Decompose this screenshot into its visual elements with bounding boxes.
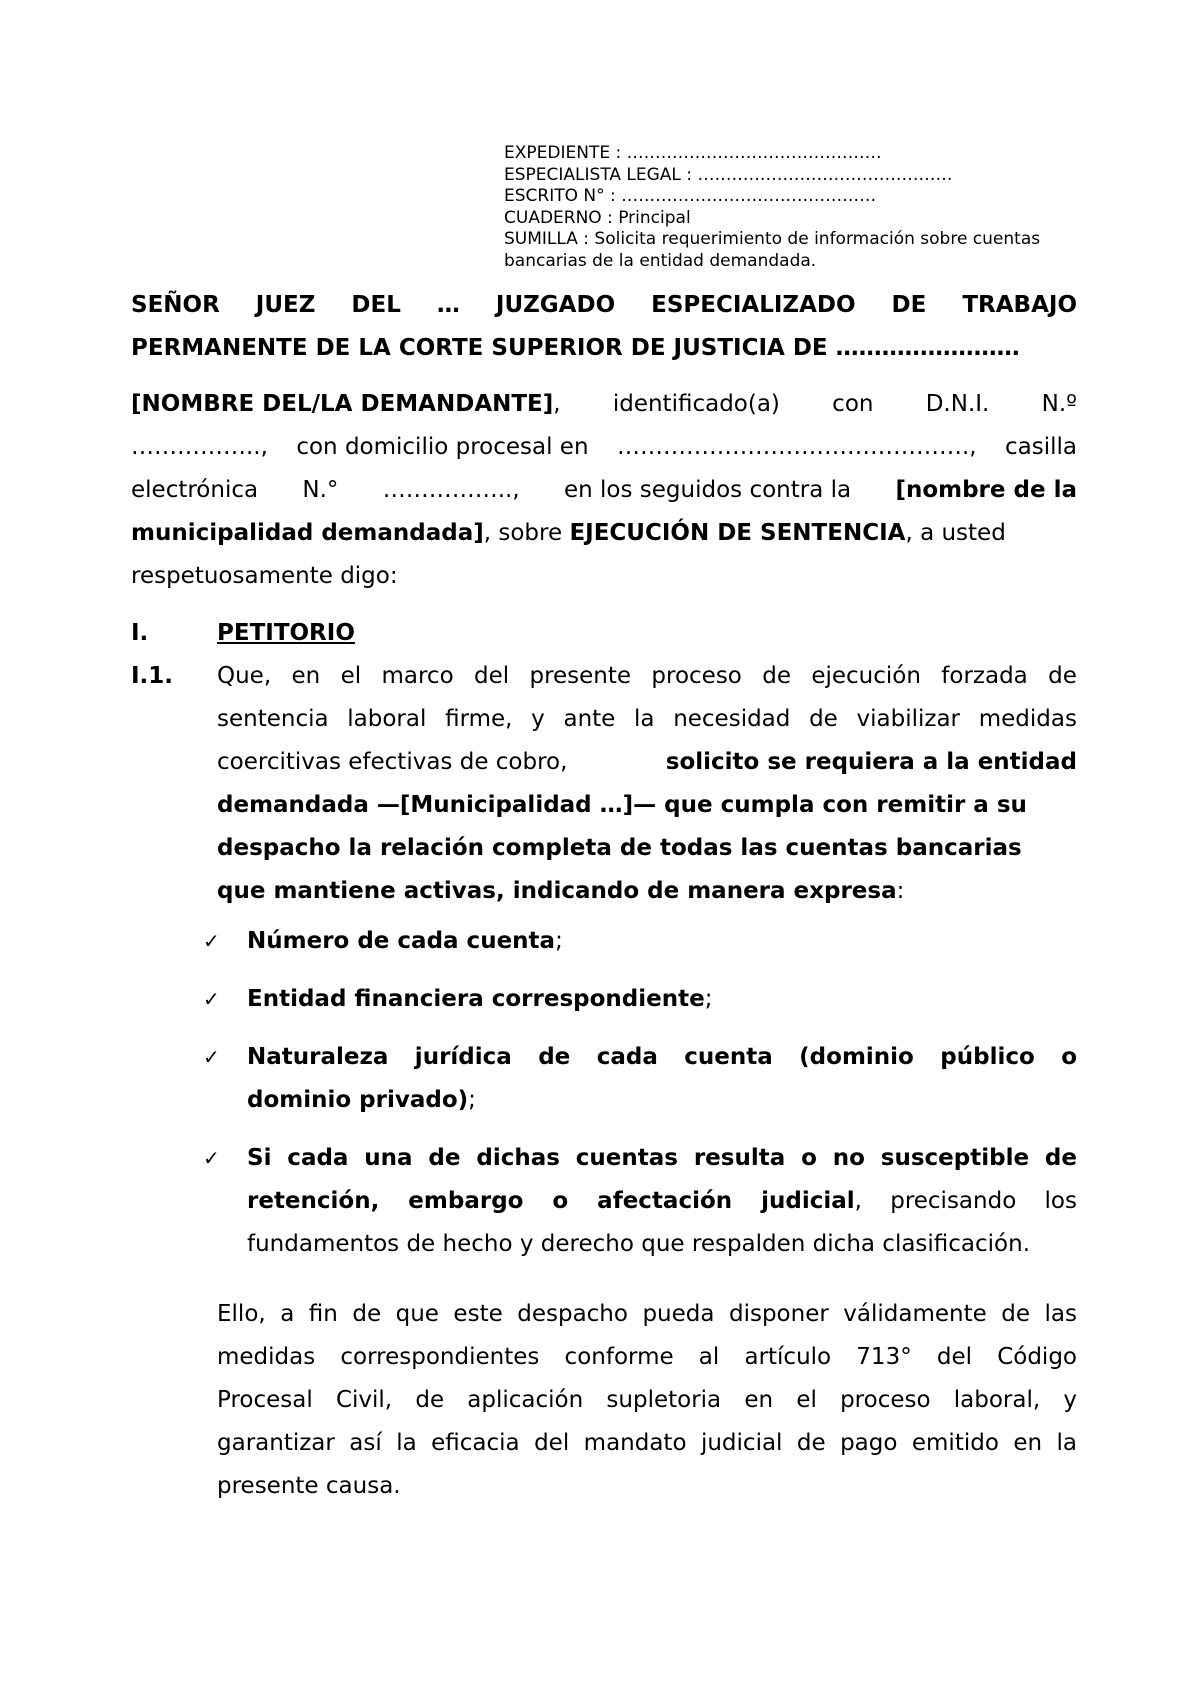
item-request-start: solicito se requiera a la entidad xyxy=(665,749,1077,775)
addressee-word: DE xyxy=(891,292,927,318)
checkmark-icon: ✓ xyxy=(203,987,220,1011)
section-title: PETITORIO xyxy=(217,620,355,646)
closing-paragraph xyxy=(217,1293,1077,1508)
checklist-bold: Número de cada cuenta xyxy=(247,928,556,954)
item-request-end: que mantiene activas, indicando de manera expresa xyxy=(217,878,897,904)
addressee-word: JUZGADO xyxy=(495,292,616,318)
defendant-name-start: [nombre de la xyxy=(895,477,1077,503)
item-word: de xyxy=(809,706,838,732)
sumilla-row xyxy=(504,229,1064,272)
item-word: marco xyxy=(381,663,454,689)
item-number: I.1. xyxy=(131,663,174,689)
item-word: y xyxy=(531,706,545,732)
item-word: medidas xyxy=(978,706,1077,732)
intro-word: identificado(a) xyxy=(612,391,780,417)
addressee-line-2: PERMANENTE DE LA CORTE SUPERIOR DE JUSTICIA DE …………………… xyxy=(131,335,1020,361)
case-subject: EJECUCIÓN DE SENTENCIA xyxy=(569,520,906,546)
checklist-text xyxy=(247,978,1077,1021)
checklist-bold: retención, embargo o afectación judicial xyxy=(247,1188,855,1214)
item-line-4: demandada —[Municipalidad …]— que cumpla con remitir a su xyxy=(217,792,1027,818)
item-line-3 xyxy=(217,741,1077,784)
item-word: en xyxy=(291,663,321,689)
item-fragment: : xyxy=(896,878,905,904)
expediente-row xyxy=(504,143,1064,165)
intro-fragment: electrónica xyxy=(131,477,259,503)
intro-line-3 xyxy=(131,469,1077,512)
expediente-label: EXPEDIENTE xyxy=(504,143,611,163)
checklist-rest: , precisando los xyxy=(854,1188,1077,1214)
checklist-line xyxy=(247,1079,1077,1122)
intro-word: N.º xyxy=(1041,391,1077,417)
item-word: necesidad xyxy=(673,706,791,732)
checklist-line: fundamentos de hecho y derecho que respalden dicha clasificación. xyxy=(247,1231,1031,1257)
escrito-value: : ……………………………………… xyxy=(610,186,877,206)
item-body xyxy=(217,655,1077,913)
item-word: del xyxy=(473,663,510,689)
intro-fragment: en los seguidos contra la xyxy=(564,477,852,503)
intro-line-5: respetuosamente digo: xyxy=(131,563,398,589)
sumilla-value: : Solicita requerimiento de información sobre cuentas bancarias de la entidad demandada. xyxy=(504,229,1041,271)
addressee-word: ESPECIALIZADO xyxy=(651,292,856,318)
closing-line: presente causa. xyxy=(217,1473,401,1499)
case-header xyxy=(504,143,1064,272)
intro-fragment xyxy=(131,512,1006,555)
especialista-row xyxy=(504,165,1064,187)
checklist-bold: Naturaleza jurídica de cada cuenta (dominio público o xyxy=(247,1044,1077,1070)
intro-fragment: con domicilio procesal en xyxy=(296,434,589,460)
intro-word: con xyxy=(832,391,874,417)
intro-word: D.N.I. xyxy=(925,391,990,417)
section-heading-petitorio xyxy=(131,612,1077,655)
defendant-name-end: municipalidad demandada] xyxy=(131,520,484,546)
checkmark-icon: ✓ xyxy=(203,1045,220,1069)
especialista-label: ESPECIALISTA LEGAL xyxy=(504,164,681,185)
intro-fragment: , a usted xyxy=(905,520,1006,546)
intro-fragment: casilla xyxy=(1004,434,1077,460)
especialista-value: : ……………………………………… xyxy=(680,164,953,185)
checklist-rest: ; xyxy=(468,1087,476,1113)
checklist-bold: Entidad financiera correspondiente xyxy=(247,986,705,1012)
item-word: Que, xyxy=(217,663,272,689)
cuaderno-value: : Principal xyxy=(601,207,691,228)
checklist-text xyxy=(247,1137,1077,1266)
item-fragment: coercitivas efectivas de cobro, xyxy=(217,749,568,775)
item-word: proceso xyxy=(651,663,742,689)
checklist-rest: ; xyxy=(555,928,563,954)
sumilla-label: SUMILLA xyxy=(504,229,578,249)
expediente-value: : ……………………………………… xyxy=(610,143,882,163)
escrito-label: ESCRITO N° xyxy=(504,186,611,206)
addressee-word: TRABAJO xyxy=(962,292,1077,318)
escrito-row xyxy=(504,186,1064,208)
item-line-6 xyxy=(217,870,1077,913)
closing-line: garantizar así la eficacia del mandato judicial de pago emitido en la xyxy=(217,1430,1077,1456)
intro-fragment: [NOMBRE DEL/LA DEMANDANTE], xyxy=(131,391,561,417)
checklist-line xyxy=(247,1180,1077,1223)
casilla-placeholder: …………….., xyxy=(382,477,520,503)
item-word: firme, xyxy=(445,706,513,732)
checklist-line xyxy=(247,1036,1077,1079)
item-word: viabilizar xyxy=(856,706,961,732)
item-line-2 xyxy=(217,698,1077,741)
item-word: laboral xyxy=(347,706,427,732)
closing-line: medidas correspondientes conforme al artículo 713° del Código xyxy=(217,1344,1077,1370)
item-word: de xyxy=(762,663,791,689)
addressee-line-1 xyxy=(131,284,1077,327)
cuaderno-row xyxy=(504,208,1064,230)
section-number: I. xyxy=(131,620,149,646)
addressee-word: JUEZ xyxy=(255,292,316,318)
checklist-rest: ; xyxy=(704,986,713,1012)
checklist-text xyxy=(247,1036,1077,1122)
address-placeholder: ………………………………………., xyxy=(616,434,977,460)
cuaderno-label: CUADERNO xyxy=(504,207,602,228)
item-word: presente xyxy=(529,663,632,689)
addressee-word: DEL xyxy=(351,292,401,318)
closing-line: Procesal Civil, de aplicación supletoria en el proceso laboral, y xyxy=(217,1387,1077,1413)
checklist-bold: dominio privado) xyxy=(247,1087,469,1113)
checkmark-icon: ✓ xyxy=(203,1146,220,1170)
item-word: sentencia xyxy=(217,706,329,732)
addressee-word: … xyxy=(436,292,460,318)
item-word: la xyxy=(634,706,655,732)
item-line-1 xyxy=(217,655,1077,698)
plaintiff-name: [NOMBRE DEL/LA DEMANDANTE] xyxy=(131,391,554,417)
dni-placeholder: …………….., xyxy=(131,434,268,460)
intro-fragment: N.° xyxy=(302,477,339,503)
intro-line-1 xyxy=(131,383,1077,426)
item-word: forzada xyxy=(941,663,1028,689)
checklist-bold: Si cada una de dichas cuentas resulta o no susceptible de xyxy=(247,1145,1077,1171)
checklist-text xyxy=(247,920,1077,963)
checkmark-icon: ✓ xyxy=(203,929,220,953)
intro-line-4 xyxy=(131,512,1077,555)
checklist-line xyxy=(247,1137,1077,1180)
intro-line-2 xyxy=(131,426,1077,469)
addressee xyxy=(131,284,1077,370)
item-word: ejecución xyxy=(811,663,921,689)
intro-paragraph xyxy=(131,383,1077,598)
item-word: ante xyxy=(563,706,616,732)
closing-line: Ello, a fin de que este despacho pueda disponer válidamente de las xyxy=(217,1301,1077,1327)
item-line-5: despacho la relación completa de todas las cuentas bancarias xyxy=(217,835,1022,861)
intro-fragment: , sobre xyxy=(483,520,570,546)
item-word: el xyxy=(340,663,362,689)
addressee-word: SEÑOR xyxy=(131,292,220,318)
item-word: de xyxy=(1048,663,1077,689)
